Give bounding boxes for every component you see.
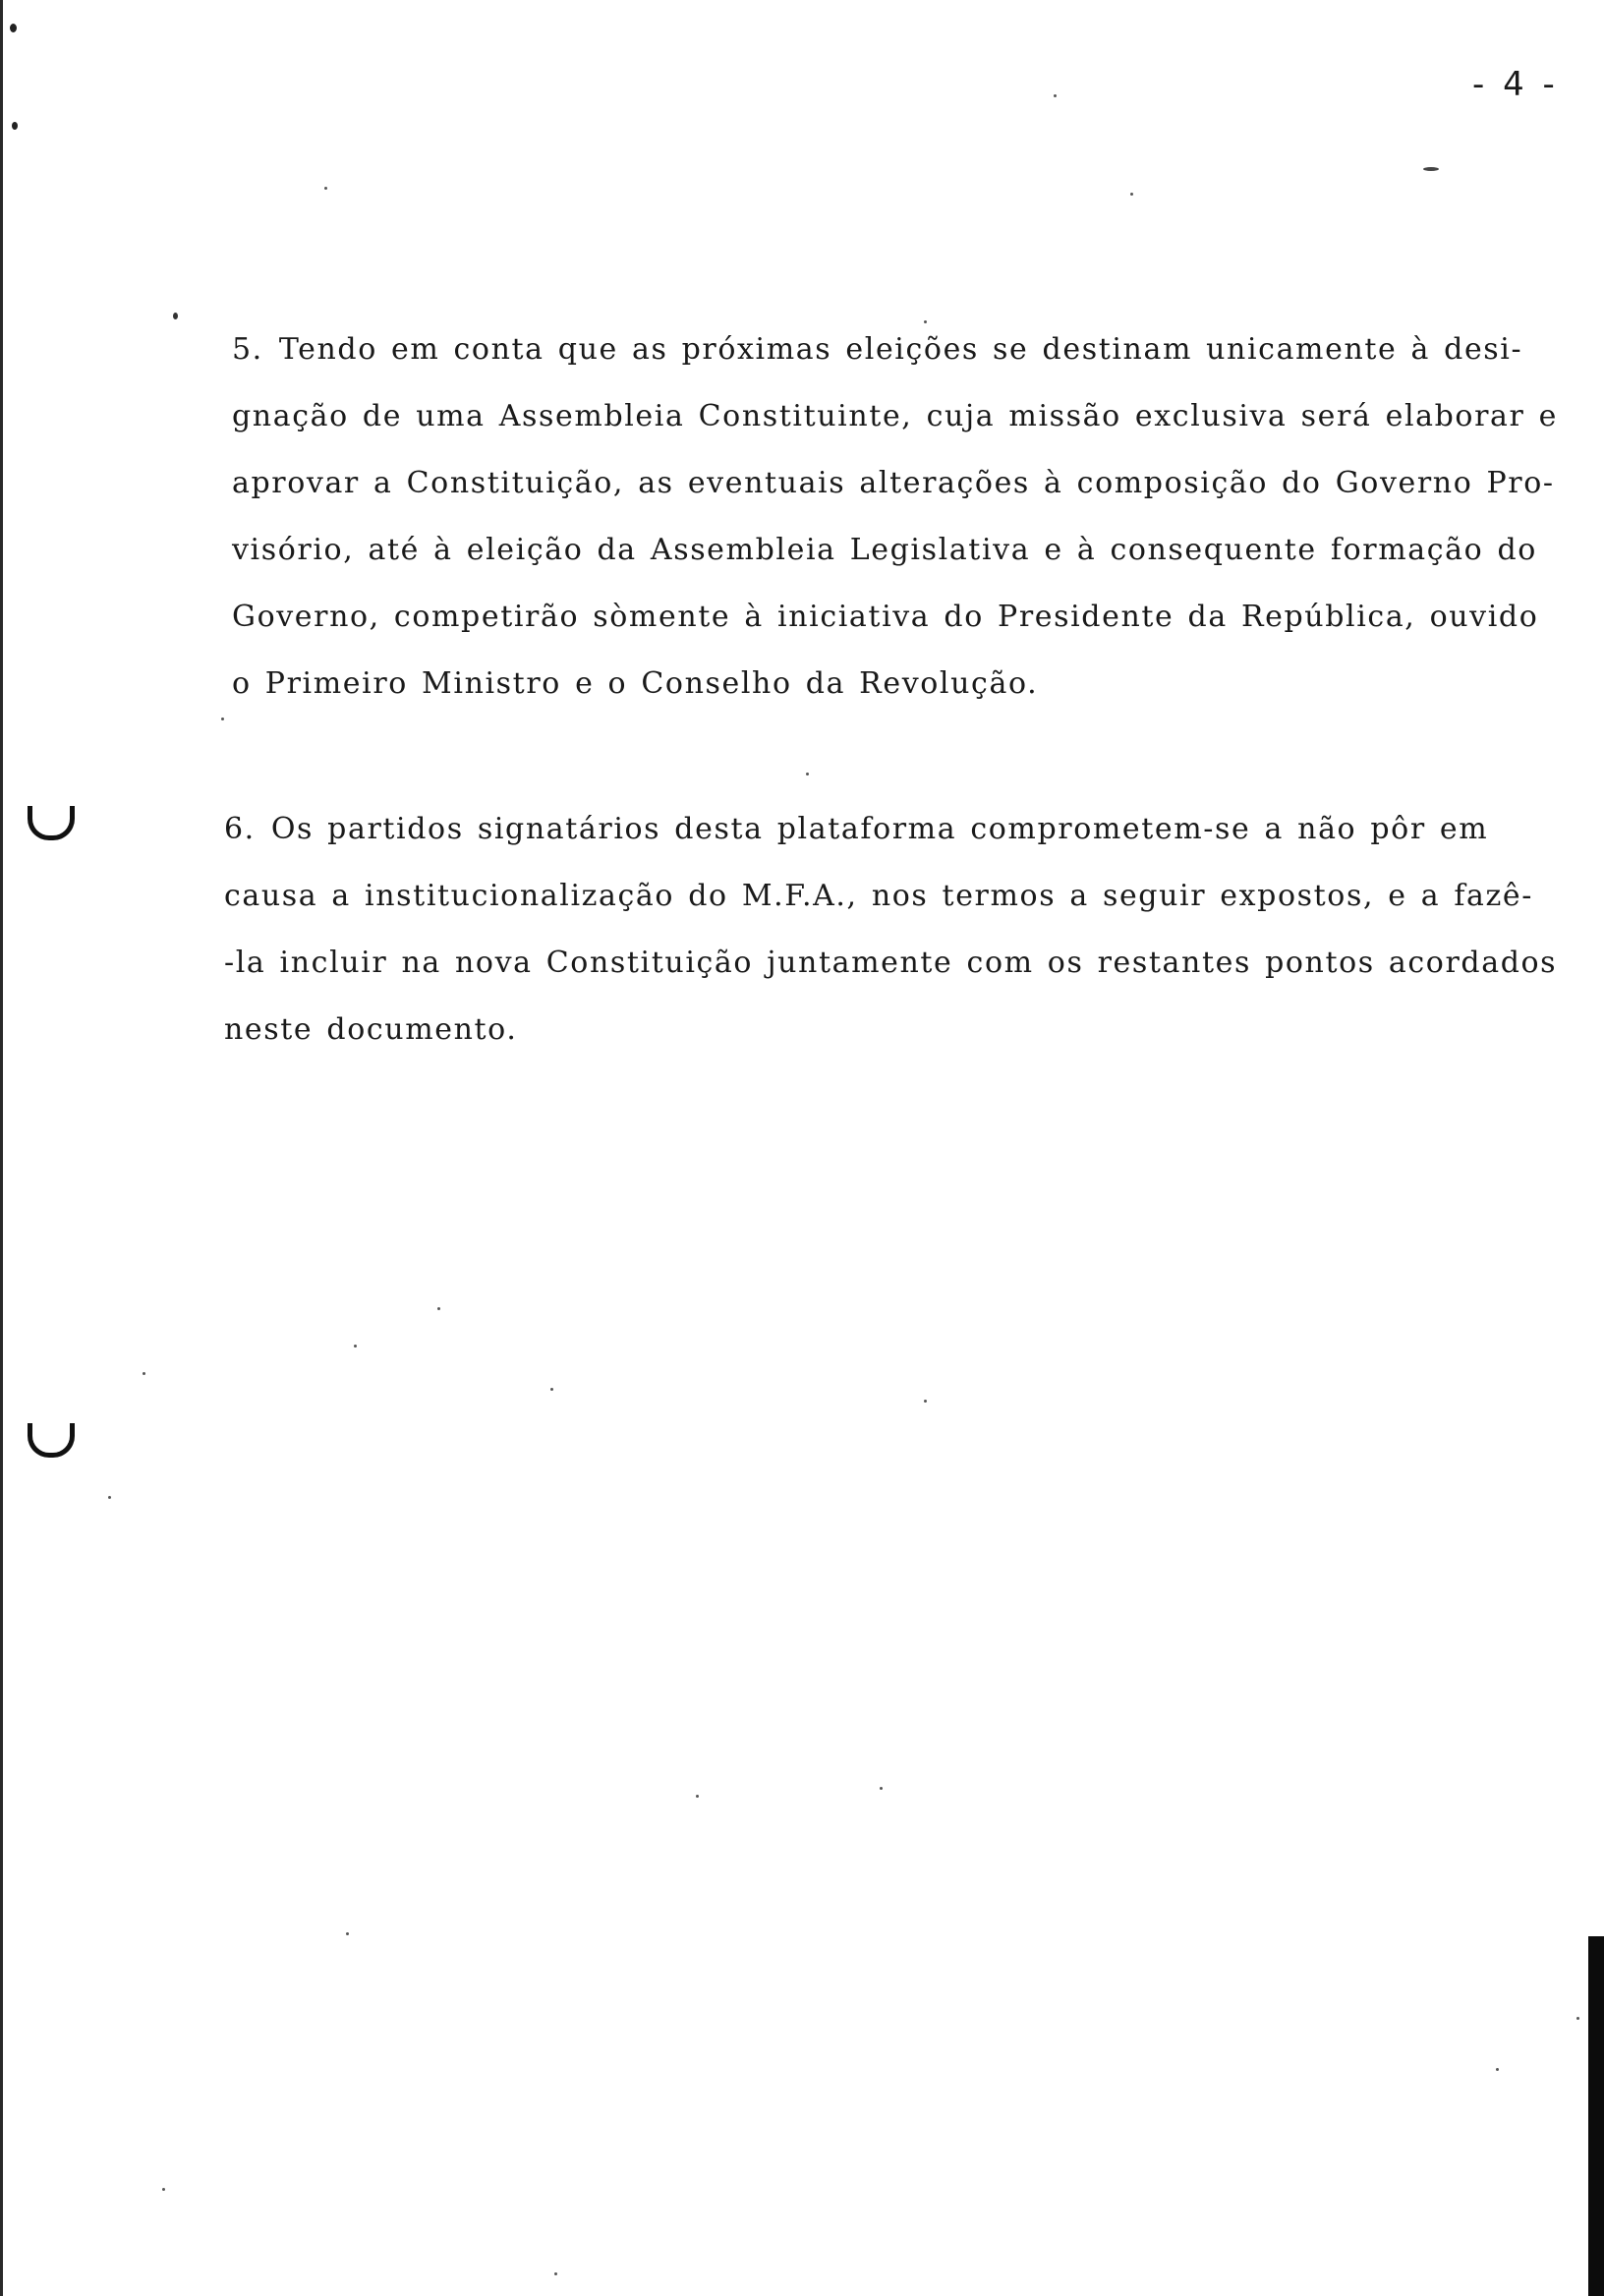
scan-speck bbox=[554, 2272, 557, 2275]
paragraph-number: 5. bbox=[232, 332, 263, 367]
paragraph-6 bbox=[224, 796, 1557, 1063]
paragraph-line: aprovar a Constituição, as eventuais alterações à composição do Governo Pro- bbox=[232, 466, 1555, 500]
scan-speck bbox=[12, 122, 18, 130]
scan-speck bbox=[10, 24, 17, 32]
scan-speck bbox=[924, 1400, 927, 1403]
paragraph-line: visório, até à eleição da Assembleia Legislativa e à consequente formação do bbox=[232, 533, 1537, 567]
scan-right-edge-shadow bbox=[1588, 1936, 1604, 2296]
page-number: - 4 - bbox=[1472, 65, 1559, 104]
paragraph-line bbox=[232, 316, 1558, 383]
scan-speck bbox=[1423, 167, 1439, 171]
scan-speck bbox=[143, 1372, 145, 1375]
paragraph-line: o Primeiro Ministro e o Conselho da Revolução. bbox=[232, 666, 1039, 701]
scan-speck bbox=[924, 320, 927, 323]
paragraph-5 bbox=[232, 316, 1558, 718]
scan-speck bbox=[354, 1345, 357, 1348]
scan-speck bbox=[324, 187, 327, 190]
scan-speck bbox=[221, 718, 224, 720]
scan-speck bbox=[162, 2188, 165, 2191]
paragraph-line: gnação de uma Assembleia Constituinte, cuja missão exclusiva será elaborar e bbox=[232, 399, 1558, 433]
paragraph-line: -la incluir na nova Constituição juntamente com os restantes pontos acordados bbox=[224, 946, 1558, 980]
paragraph-line-text: Os partidos signatários desta plataforma comprometem-se a não pôr em bbox=[270, 812, 1489, 846]
scan-speck bbox=[550, 1388, 553, 1391]
paragraph-line: neste documento. bbox=[224, 1012, 518, 1047]
scan-speck bbox=[696, 1795, 699, 1798]
scan-left-edge bbox=[0, 0, 3, 2296]
paragraph-line-text: Tendo em conta que as próximas eleições se destinam unicamente à desi- bbox=[278, 332, 1523, 367]
scan-speck bbox=[1054, 94, 1057, 97]
scan-speck bbox=[346, 1932, 349, 1935]
paragraph-line: Governo, competirão sòmente à iniciativa do Presidente da República, ouvido bbox=[232, 600, 1539, 634]
paragraph-number: 6. bbox=[224, 812, 256, 846]
punch-hole-mark bbox=[28, 1423, 75, 1458]
scan-speck bbox=[1496, 2068, 1499, 2071]
scan-speck bbox=[1576, 2017, 1579, 2020]
punch-hole-mark bbox=[28, 806, 75, 840]
scan-speck bbox=[806, 773, 809, 775]
paragraph-line bbox=[224, 796, 1557, 863]
scan-speck bbox=[108, 1496, 111, 1499]
scan-speck bbox=[437, 1307, 440, 1310]
scan-speck bbox=[1130, 193, 1133, 196]
scan-speck bbox=[173, 313, 178, 319]
scan-speck bbox=[880, 1787, 883, 1790]
paragraph-line: causa a institucionalização do M.F.A., nos termos a seguir expostos, e a fazê- bbox=[224, 879, 1534, 913]
